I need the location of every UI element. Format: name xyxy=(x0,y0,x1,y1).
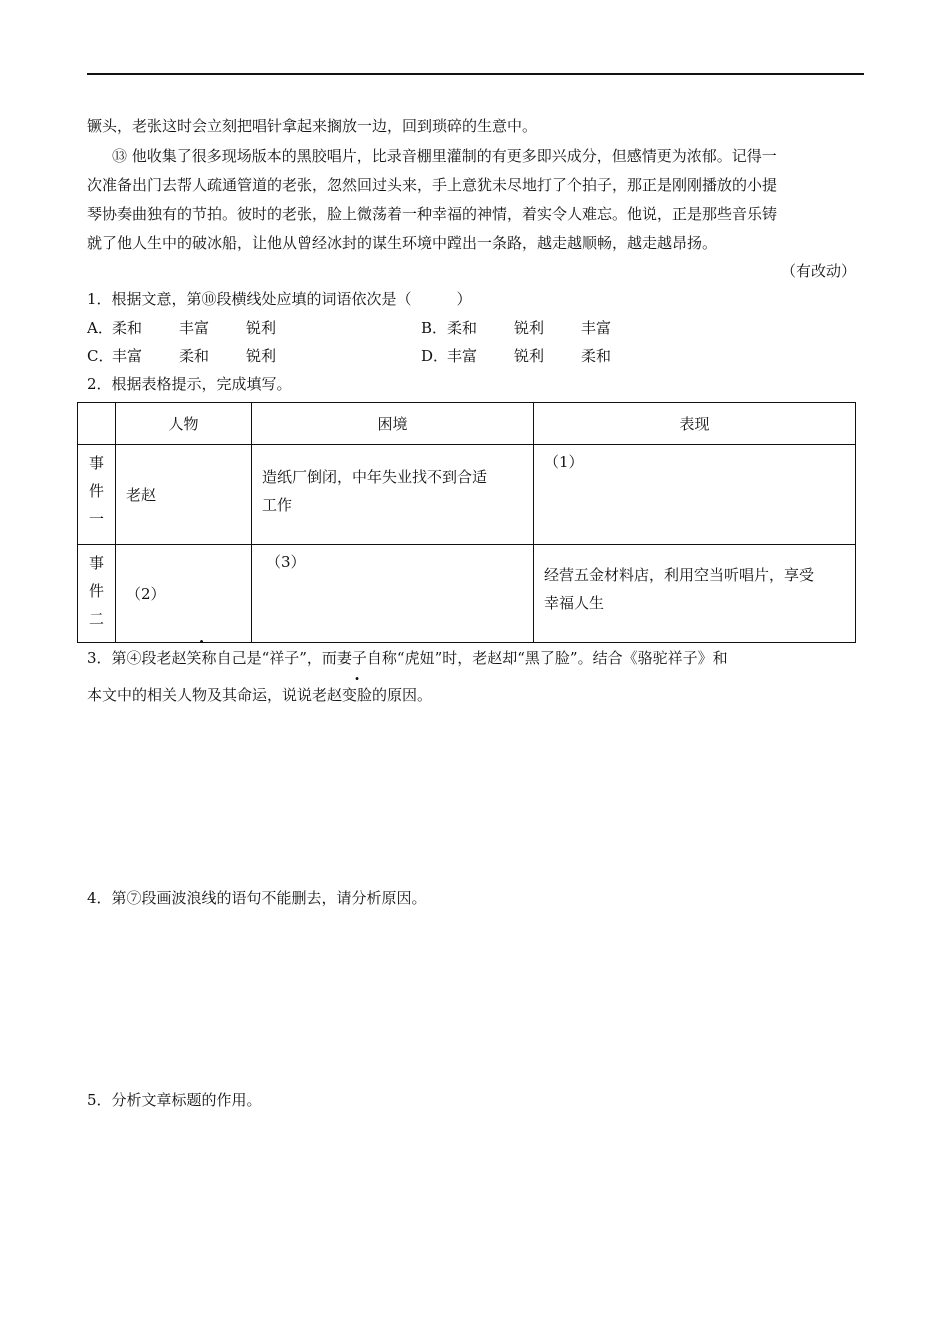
blank-marker: （1） xyxy=(544,453,584,471)
option-word: 锐利 xyxy=(514,347,545,365)
performance-text: 经营五金材料店，利用空当听唱片，享受 xyxy=(544,566,815,584)
plight-cell xyxy=(252,445,534,545)
performance-cell xyxy=(534,545,856,643)
table-header-person: 人物 xyxy=(116,403,252,445)
option-word: 锐利 xyxy=(246,347,277,365)
question-3-line xyxy=(87,685,432,705)
option-word: 锐利 xyxy=(246,319,277,337)
option-word: 丰富 xyxy=(447,347,478,365)
table-header-row xyxy=(78,403,856,445)
question-1-stem: 1．根据文意，第⑩段横线处应填的词语依次是（ ） xyxy=(87,290,472,308)
performance-cell[interactable] xyxy=(534,445,856,545)
paragraph-13-line: ⑬ 他收集了很多现场版本的黑胶唱片，比录音棚里灌制的有更多即兴成分，但感情更为浓郁。记得一 xyxy=(112,147,777,165)
option-word: 柔和 xyxy=(581,347,612,365)
question-2-table xyxy=(77,402,856,643)
table-header-empty xyxy=(78,403,116,445)
question-3-line xyxy=(87,648,728,668)
question-4-stem: 4．第⑦段画波浪线的语句不能删去，请分析原因。 xyxy=(87,889,427,907)
question-3-text: 的原因。 xyxy=(372,686,433,704)
option-letter: B． xyxy=(421,319,448,337)
person-cell[interactable]: （2） xyxy=(116,545,252,643)
table-header-performance: 表现 xyxy=(534,403,856,445)
event-label xyxy=(78,445,116,545)
plight-text: 造纸厂倒闭，中年失业找不到合适 xyxy=(262,468,488,486)
plight-text: 工作 xyxy=(262,496,293,514)
option-word: 锐利 xyxy=(514,319,545,337)
source-note: （有改动） xyxy=(780,262,856,280)
paragraph-13-line: 次准备出门去帮人疏通管道的老张，忽然回过头来，手上意犹未尽地打了个拍子，那正是刚刚播放的小提 xyxy=(87,176,778,194)
option-word: 柔和 xyxy=(447,319,478,337)
option-word: 丰富 xyxy=(581,319,612,337)
passage-line: 镢头，老张这时会立刻把唱针拿起来搁放一边，回到琐碎的生意中。 xyxy=(87,117,538,135)
paragraph-13-line: 就了他人生中的破冰船，让他从曾经冰封的谋生环境中蹚出一条路，越走越顺畅，越走越昂扬。 xyxy=(87,234,718,252)
event-char: 一 xyxy=(88,510,104,528)
option-word: 丰富 xyxy=(179,319,210,337)
table-header-plight: 困境 xyxy=(252,403,534,445)
option-letter: D． xyxy=(421,347,449,365)
performance-text: 幸福人生 xyxy=(544,594,605,612)
table-row xyxy=(78,545,856,643)
question-3-text: 自己是“祥子”，而妻子自称“虎妞”时，老赵却“黑了脸”。结合《骆驼祥子》和 xyxy=(216,649,728,667)
table-row xyxy=(78,445,856,545)
question-3-text: 3．第④段老赵 xyxy=(87,649,187,667)
question-2-stem: 2．根据表格提示，完成填写。 xyxy=(87,375,292,393)
event-char: 事 xyxy=(88,554,104,572)
event-char: 二 xyxy=(88,610,104,628)
emphasis-text: 变脸 xyxy=(342,686,373,704)
emphasis-text: 笑称 xyxy=(186,649,217,667)
event-char: 事 xyxy=(88,454,104,472)
option-word: 丰富 xyxy=(112,347,143,365)
header-rule xyxy=(87,73,864,75)
option-word: 柔和 xyxy=(179,347,210,365)
event-char: 件 xyxy=(88,482,104,500)
option-word: 柔和 xyxy=(112,319,143,337)
paragraph-13-line: 琴协奏曲独有的节拍。彼时的老张，脸上微荡着一种幸福的神情，着实令人难忘。他说，正是那些音乐铸 xyxy=(87,205,778,223)
event-label xyxy=(78,545,116,643)
person-cell: 老赵 xyxy=(116,445,252,545)
event-char: 件 xyxy=(88,582,104,600)
option-letter: A． xyxy=(87,319,113,337)
option-letter: C． xyxy=(87,347,114,365)
question-5-stem: 5．分析文章标题的作用。 xyxy=(87,1091,262,1109)
plight-cell[interactable] xyxy=(252,545,534,643)
question-3-text: 本文中的相关人物及其命运，说说老赵 xyxy=(87,686,343,704)
blank-marker: （3） xyxy=(266,553,306,571)
